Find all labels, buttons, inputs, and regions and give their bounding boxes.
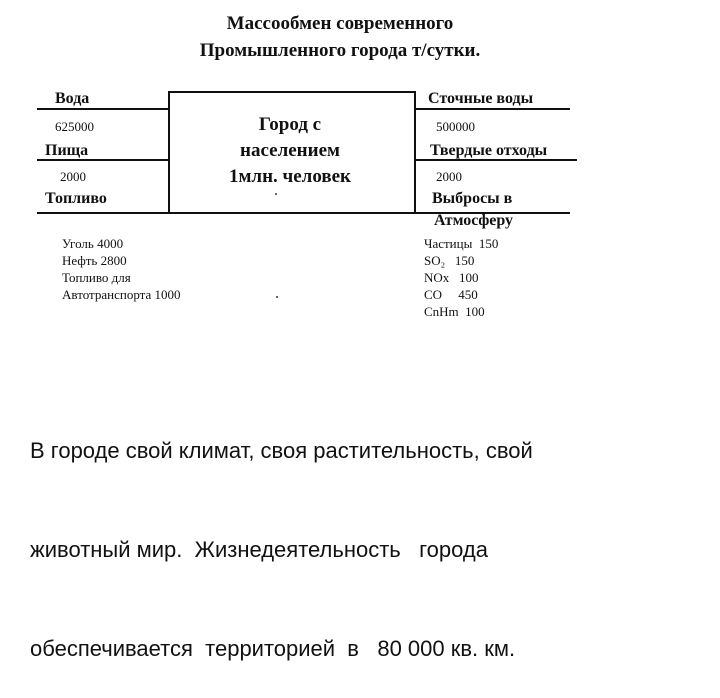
output-line-wastewater [415,108,570,110]
caption-line3: обеспечивается территорией в 80 000 кв. км. [30,636,516,661]
input-label-food: Пища [45,142,89,159]
city-label-line1: Город с [258,114,322,135]
emission-particles: Частицы 150 [424,236,499,251]
scan-dot [276,296,278,298]
input-value-water: 625000 [55,119,94,134]
fuel-detail-fuel-for: Топливо для [62,270,131,285]
input-value-food: 2000 [60,169,86,184]
diagram-title-line2: Промышленного города т/сутки. [199,40,481,61]
fuel-detail-transport: Автотранспорта 1000 [62,287,181,302]
city-label-line3: 1млн. человек [228,166,352,187]
diagram-title-line1: Массообмен современного [226,13,454,34]
output-label-emissions: Выбросы в [432,190,513,207]
caption-line1: В городе свой климат, своя растительность, свой [30,438,533,463]
input-line-fuel [37,212,168,214]
emission-so2: SO₂ 150 [424,253,475,268]
input-label-fuel: Топливо [45,190,107,207]
output-value-solid-waste: 2000 [436,169,462,184]
output-value-wastewater: 500000 [436,119,475,134]
input-line-water [37,108,168,110]
city-box-bottom-edge [168,212,415,214]
city-box-top-edge [168,91,415,93]
output-line-solid-waste [415,159,577,161]
output-label-solid-waste: Твердые отходы [430,142,548,159]
output-label-atmosphere: Атмосферу [434,212,514,229]
scan-dot [275,193,277,195]
city-label-line2: населением [240,140,340,161]
caption-text [30,368,533,698]
caption-line2: животный мир. Жизнедеятельность города [30,537,488,562]
emission-nox: NOx 100 [424,270,479,285]
emission-co: CO 450 [424,287,478,302]
input-line-food [37,159,168,161]
output-label-wastewater: Сточные воды [428,90,534,107]
fuel-detail-oil: Нефть 2800 [62,253,127,268]
emission-cnhm: CnHm 100 [424,304,485,319]
input-label-water: Вода [55,90,90,107]
fuel-detail-coal: Уголь 4000 [62,236,124,251]
